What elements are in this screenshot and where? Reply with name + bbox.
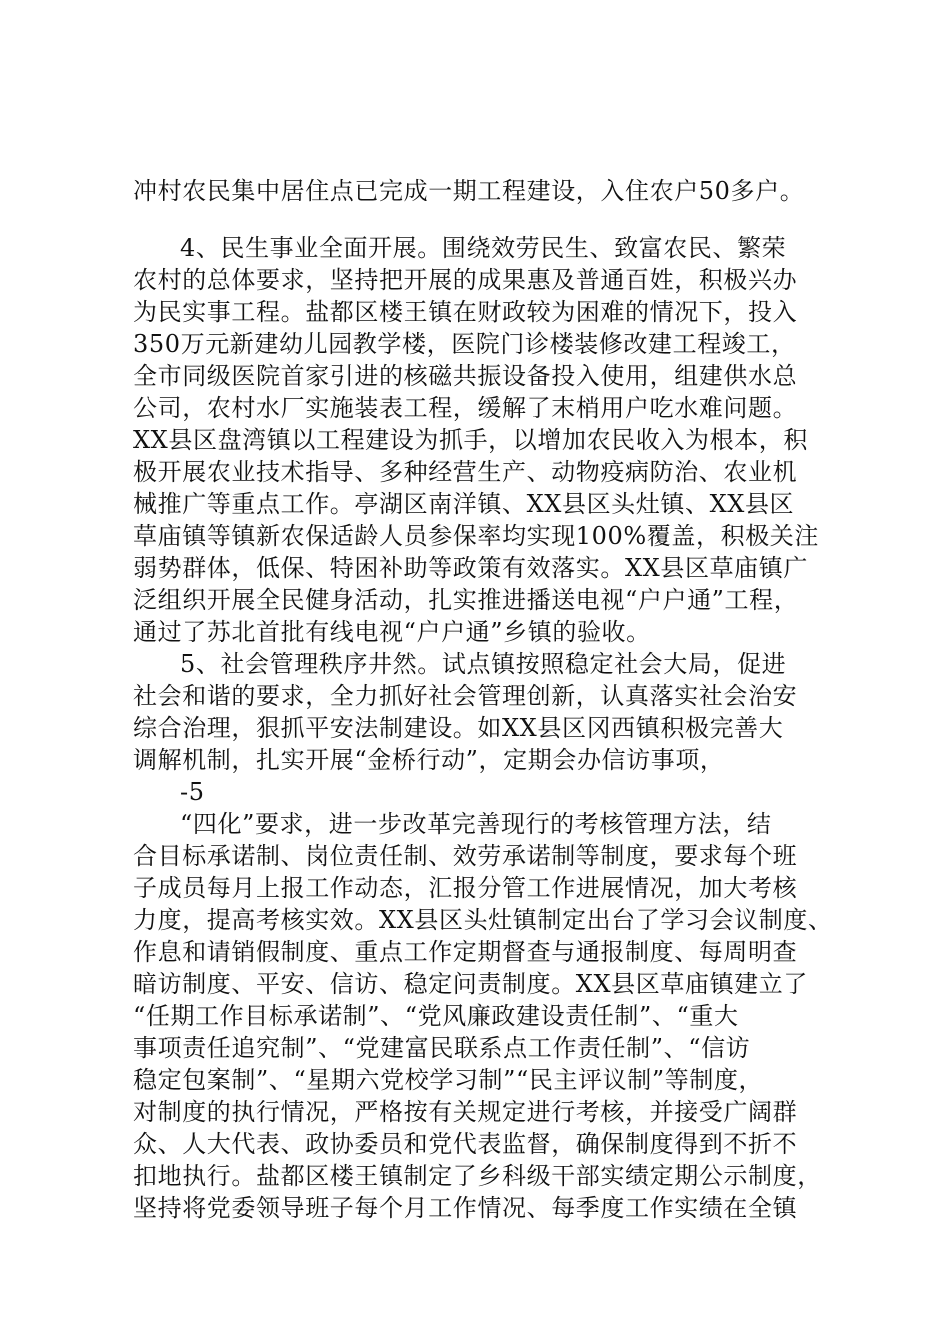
text-line: 泛组织开展全民健身活动，扎实推进播送电视“户户通”工程， [133,586,799,614]
text-line: 子成员每月上报工作动态，汇报分管工作进展情况，加大考核 [133,874,798,902]
text-line: 事项责任追究制”、“党建富民联系点工作责任制”、“信访 [133,1034,751,1062]
paragraph-heading-5: 5、社会管理秩序井然。试点镇按照稳定社会大局，促进 [180,650,787,678]
text-line: 350万元新建幼儿园教学楼，医院门诊楼装修改建工程竣工， [133,330,796,358]
text-line: 调解机制，扎实开展“金桥行动”，定期会办信访事项， [133,746,725,774]
text-line: 公司，农村水厂实施装表工程，缓解了末梢用户吃水难问题。 [133,394,798,422]
text-line: 力度，提高考核实效。XX县区头灶镇制定出台了学习会议制度、 [133,906,833,934]
text-line: 合目标承诺制、岗位责任制、效劳承诺制等制度，要求每个班 [133,842,798,870]
text-line: 社会和谐的要求，全力抓好社会管理创新，认真落实社会治安 [133,682,798,710]
text-line: 坚持将党委领导班子每个月工作情况、每季度工作实绩在全镇 [133,1194,798,1222]
text-line: 全市同级医院首家引进的核磁共振设备投入使用，组建供水总 [133,362,798,390]
text-line: 扣地执行。盐都区楼王镇制定了乡科级干部实绩定期公示制度， [133,1162,822,1190]
text-line: 综合治理，狠抓平安法制建设。如XX县区冈西镇积极完善大 [133,714,784,742]
text-line: 为民实事工程。盐都区楼王镇在财政较为困难的情况下，投入 [133,298,798,326]
text-line: “四化”要求，进一步改革完善现行的考核管理方法，结 [180,810,772,838]
text-line: 通过了苏北首批有线电视“户户通”乡镇的验收。 [133,618,651,646]
text-line: 对制度的执行情况，严格按有关规定进行考核，并接受广阔群 [133,1098,798,1126]
text-line: 械推广等重点工作。亭湖区南洋镇、XX县区头灶镇、XX县区 [133,490,795,518]
text-line: 冲村农民集中居住点已完成一期工程建设，入住农户50多户。 [133,177,805,205]
text-line: 农村的总体要求，坚持把开展的成果惠及普通百姓，积极兴办 [133,266,798,294]
text-line: 草庙镇等镇新农保适龄人员参保率均实现100%覆盖，积极关注 [133,522,820,550]
text-line: 稳定包案制”、“星期六党校学习制”“民主评议制”等制度， [133,1066,764,1094]
text-line: “任期工作目标承诺制”、“党风廉政建设责任制”、“重大 [133,1002,739,1030]
page-number: -5 [180,778,205,806]
paragraph-heading-4: 4、民生事业全面开展。围绕效劳民生、致富农民、繁荣 [180,234,787,262]
text-line: 极开展农业技术指导、多种经营生产、动物疫病防治、农业机 [133,458,798,486]
text-line: 众、人大代表、政协委员和党代表监督，确保制度得到不折不 [133,1130,798,1158]
text-line: 暗访制度、平安、信访、稳定问责制度。XX县区草庙镇建立了 [133,970,808,998]
text-line: 作息和请销假制度、重点工作定期督查与通报制度、每周明查 [133,938,798,966]
text-line: 弱势群体，低保、特困补助等政策有效落实。XX县区草庙镇广 [133,554,808,582]
text-line: XX县区盘湾镇以工程建设为抓手，以增加农民收入为根本，积 [133,426,808,454]
